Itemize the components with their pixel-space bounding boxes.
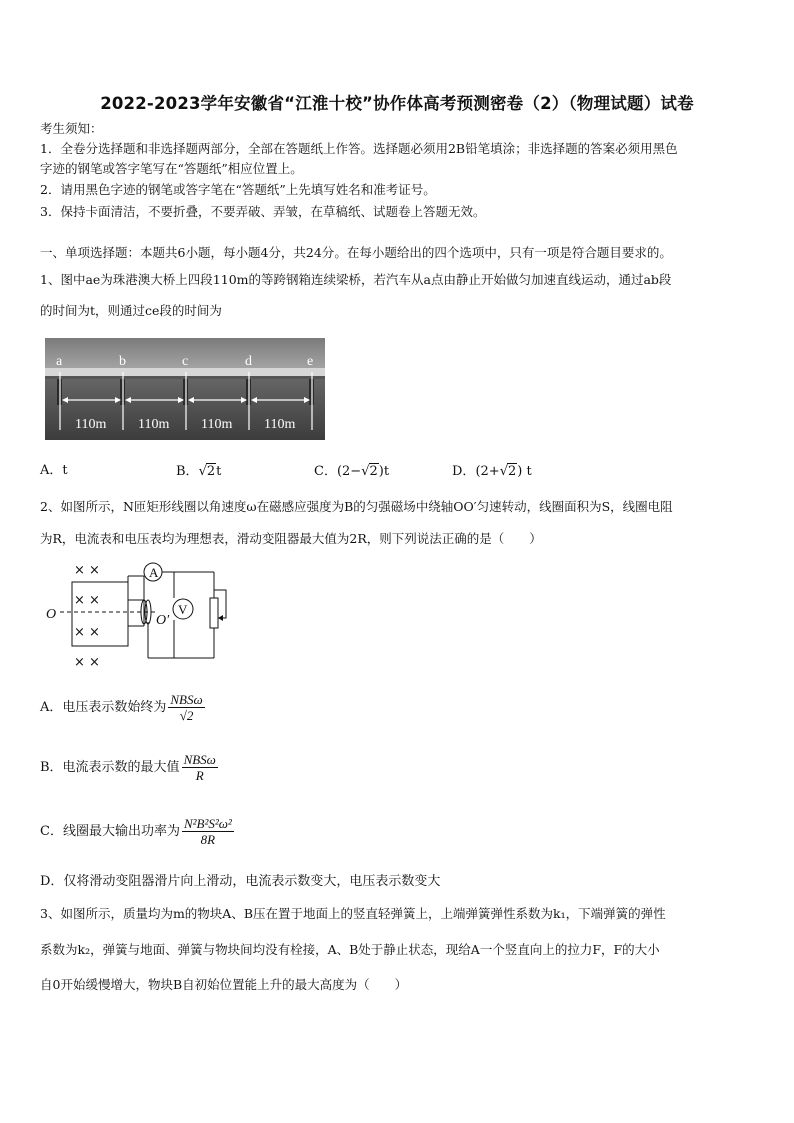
q1-point-d: d <box>245 354 252 369</box>
q2-field-row4: × × <box>74 655 100 670</box>
q2-option-b: B．电流表示数的最大值 $\frac{\text{NBSω}}{R}$ <box>40 752 216 783</box>
q1-stem-line2: 的时间为t，则通过ce段的时间为 <box>40 303 222 318</box>
q1-span-1: 110m <box>75 417 107 432</box>
q2-option-c: C．线圈最大输出功率为 $\frac{\text{N²B²S²ω²}}{8R}$ <box>40 816 232 847</box>
q1-option-a: A．t <box>40 463 68 478</box>
q3-stem-line1: 3、如图所示，质量均为m的物块A、B压在置于地面上的竖直轻弹簧上，上端弹簧弹性系数为k₁，下端弹簧的弹性 <box>40 906 666 921</box>
notice-item-1-cont: 字迹的钢笔或答字笔写在“答题纸”相应位置上。 <box>40 161 303 176</box>
notice-item-3: 3．保持卡面清洁，不要折叠，不要弄破、弄皱，在草稿纸、试题卷上答题无效。 <box>40 204 486 219</box>
q1-option-d: D．(2+√2) t <box>452 464 532 479</box>
notice-heading: 考生须知： <box>40 121 103 136</box>
q2-axis-o: O <box>46 607 57 622</box>
q1-point-e: e <box>307 354 314 369</box>
section-header: 一、单项选择题：本题共6小题，每小题4分，共24分。在每小题给出的四个选项中，只有一项是符合题目要求的。 <box>40 245 672 260</box>
q2-stem-line2: 为R，电流表和电压表均为理想表，滑动变阻器最大值为2R，则下列说法正确的是（ ） <box>40 531 542 546</box>
q2-option-a: A．电压表示数始终为 $\frac{\text{NBSω}}{√2}$ <box>40 692 203 723</box>
q2-circuit-figure <box>44 560 244 672</box>
q2-voltmeter-label: V <box>178 602 188 617</box>
q1-point-c: c <box>182 354 189 369</box>
q2-field-row1: × × <box>74 563 100 578</box>
q2-stem-line1: 2、如图所示，N匝矩形线圈以角速度ω在磁感应强度为B的匀强磁场中绕轴OO′匀速转动，线圈面积为S，线圈电阻 <box>40 499 673 514</box>
q1-span-4: 110m <box>264 417 296 432</box>
q1-stem-line1: 1、图中ae为珠港澳大桥上四段110m的等跨钢箱连续梁桥，若汽车从a点由静止开始做匀加速直线运动，通过ab段 <box>40 272 672 287</box>
q3-stem-line2: 系数为k₂，弹簧与地面、弹簧与物块间均没有栓接，A、B处于静止状态，现给A一个竖直向上的拉力F，F的大小 <box>40 942 660 957</box>
q1-span-2: 110m <box>138 417 170 432</box>
q1-span-3: 110m <box>201 417 233 432</box>
q2-field-row3: × × <box>74 625 100 640</box>
q2-axis-o-prime: O′ <box>156 613 170 628</box>
q2-field-row2: × × <box>74 593 100 608</box>
q2-ammeter-label: A <box>149 565 159 580</box>
q1-point-a: a <box>56 354 63 369</box>
notice-item-1: 1．全卷分选择题和非选择题两部分，全部在答题纸上作答。选择题必须用2B铅笔填涂；非选择题的答案必须用黑色 <box>40 141 678 156</box>
q1-point-b: b <box>119 354 126 369</box>
q2-option-d: D．仅将滑动变阻器滑片向上滑动，电流表示数变大，电压表示数变大 <box>40 874 441 889</box>
q1-bridge-figure <box>45 338 325 440</box>
q1-option-c: C．(2−√2)t <box>314 464 390 479</box>
q3-stem-line3: 自0开始缓慢增大，物块B自初始位置能上升的最大高度为（ ） <box>40 977 408 992</box>
exam-title: 2022-2023学年安徽省“江淮十校”协作体高考预测密卷（2）（物理试题）试卷 <box>100 94 694 113</box>
q1-option-b: B．√2t <box>176 464 222 479</box>
notice-item-2: 2．请用黑色字迹的钢笔或答字笔在“答题纸”上先填写姓名和准考证号。 <box>40 182 436 197</box>
